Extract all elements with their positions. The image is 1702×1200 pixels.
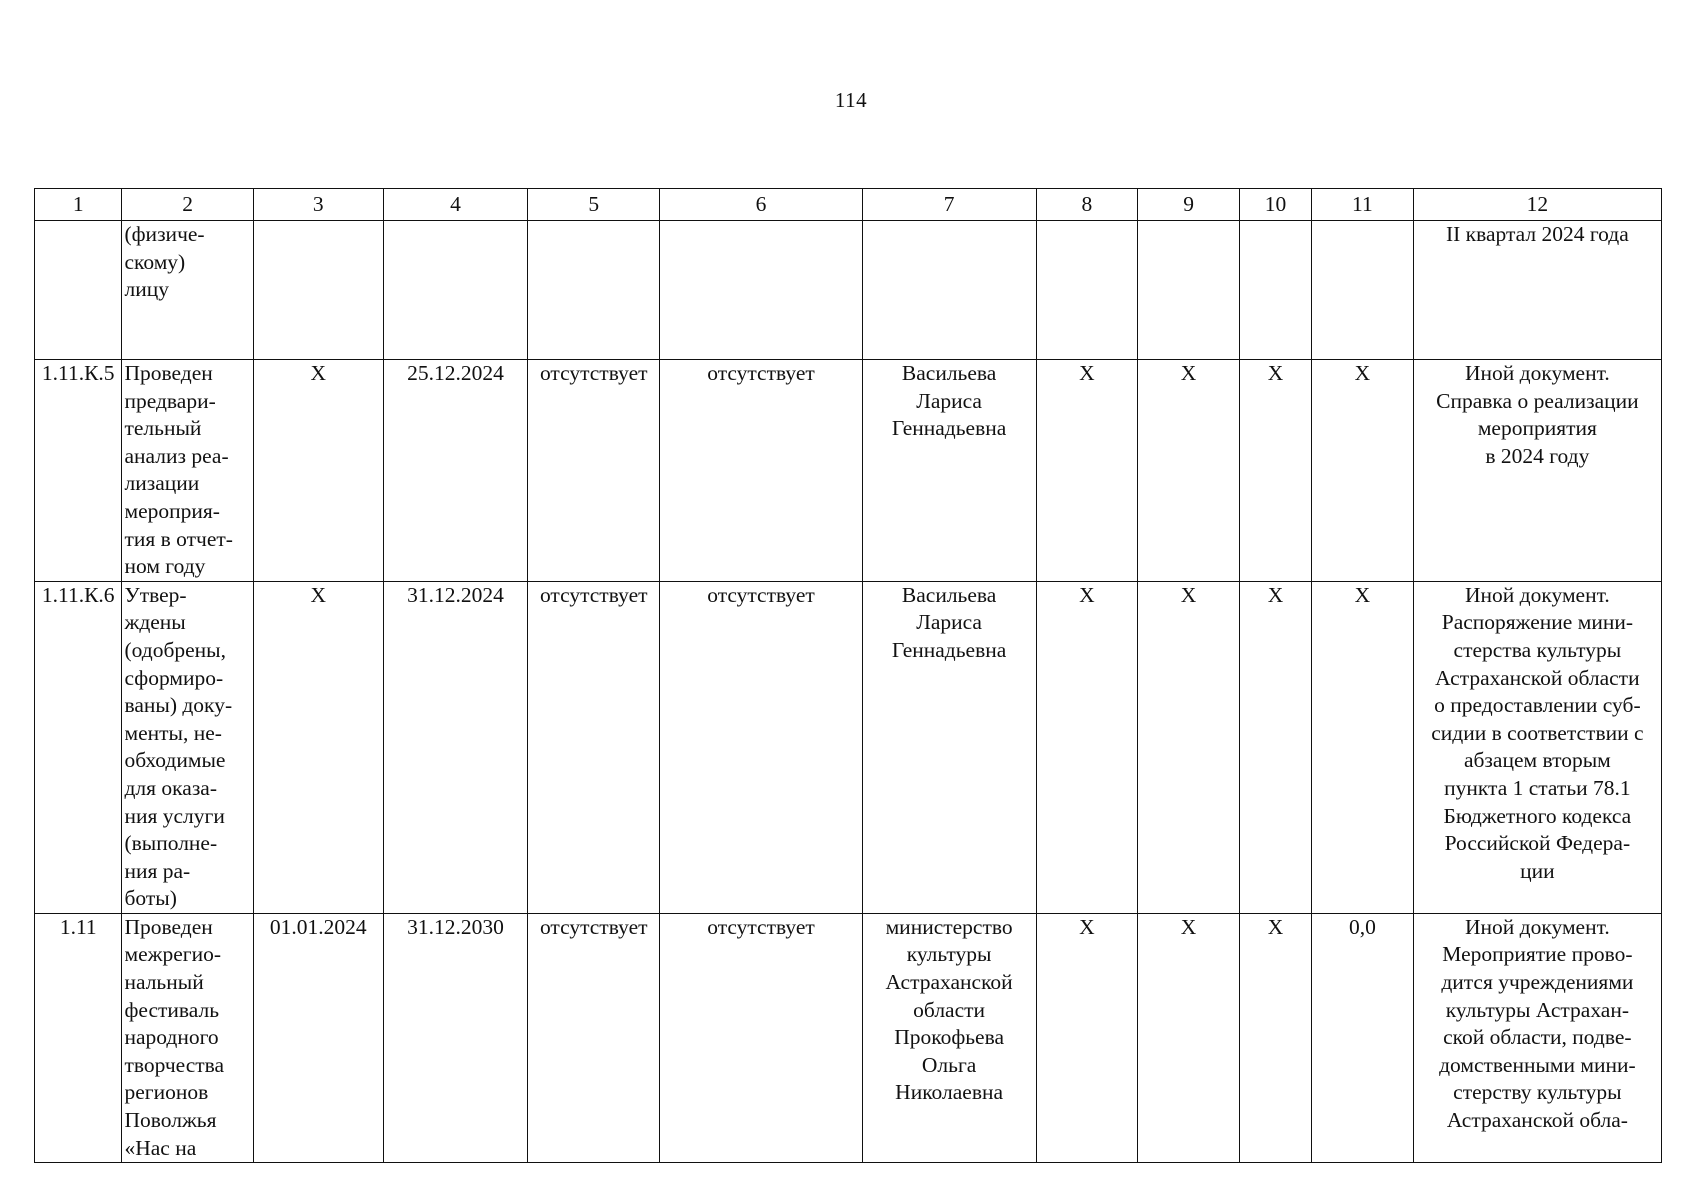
table-cell: отсутствует bbox=[660, 913, 862, 1162]
row-number-cell: 1.11 bbox=[35, 913, 122, 1162]
table-cell: X bbox=[1036, 913, 1138, 1162]
table-cell bbox=[1036, 221, 1138, 360]
table-cell: X bbox=[253, 360, 383, 582]
table-row bbox=[35, 221, 1662, 360]
column-header: 6 bbox=[660, 189, 862, 221]
column-header: 1 bbox=[35, 189, 122, 221]
document-table bbox=[34, 188, 1662, 1163]
table-cell: X bbox=[1239, 360, 1311, 582]
table-cell: X bbox=[1138, 360, 1240, 582]
table-cell: 0,0 bbox=[1312, 913, 1414, 1162]
table-cell: отсутствует bbox=[660, 360, 862, 582]
table-header-row bbox=[35, 189, 1662, 221]
table-row bbox=[35, 581, 1662, 913]
table-cell: X bbox=[1036, 360, 1138, 582]
table-cell bbox=[253, 221, 383, 360]
row-number-cell: 1.11.К.6 bbox=[35, 581, 122, 913]
table-row bbox=[35, 913, 1662, 1162]
table-cell bbox=[1239, 221, 1311, 360]
table-cell: X bbox=[1138, 913, 1240, 1162]
table-cell bbox=[660, 221, 862, 360]
row-number-cell bbox=[35, 221, 122, 360]
table-cell: отсутствует bbox=[528, 581, 660, 913]
table-cell: X bbox=[1312, 360, 1414, 582]
column-header: 12 bbox=[1413, 189, 1661, 221]
table-cell: отсутствует bbox=[528, 913, 660, 1162]
page-number: 114 bbox=[834, 88, 868, 112]
column-header: 5 bbox=[528, 189, 660, 221]
document-cell: II квартал 2024 года bbox=[1413, 221, 1661, 360]
responsible-cell: Васильева Лариса Геннадьевна bbox=[862, 581, 1036, 913]
table-cell: X bbox=[1138, 581, 1240, 913]
table-cell: 31.12.2024 bbox=[383, 581, 527, 913]
table-cell: X bbox=[253, 581, 383, 913]
table-cell: отсутствует bbox=[528, 360, 660, 582]
table-cell: X bbox=[1239, 913, 1311, 1162]
description-cell: Утвер- ждены (одобрены, сформиро- ваны) доку- менты, не- обходимые для оказа- ния услуги (выполне- ния ра- боты) bbox=[122, 581, 253, 913]
document-cell: Иной документ. Справка о реализации мероприятия в 2024 году bbox=[1413, 360, 1661, 582]
description-cell: (физиче- скому) лицу bbox=[122, 221, 253, 360]
description-cell: Проведен межрегио- нальный фестиваль народного творчества регионов Поволжья «Нас на bbox=[122, 913, 253, 1162]
table-cell: X bbox=[1036, 581, 1138, 913]
column-header: 7 bbox=[862, 189, 1036, 221]
table-cell: отсутствует bbox=[660, 581, 862, 913]
column-header: 8 bbox=[1036, 189, 1138, 221]
column-header: 3 bbox=[253, 189, 383, 221]
table-row bbox=[35, 360, 1662, 582]
column-header: 2 bbox=[122, 189, 253, 221]
table-cell bbox=[1312, 221, 1414, 360]
table-cell: 25.12.2024 bbox=[383, 360, 527, 582]
description-cell: Проведен предвари- тельный анализ реа- лизации мероприя- тия в отчет- ном году bbox=[122, 360, 253, 582]
table-cell: 31.12.2030 bbox=[383, 913, 527, 1162]
table-cell bbox=[383, 221, 527, 360]
table-cell: 01.01.2024 bbox=[253, 913, 383, 1162]
column-header: 9 bbox=[1138, 189, 1240, 221]
table-cell: X bbox=[1312, 581, 1414, 913]
table-cell bbox=[862, 221, 1036, 360]
column-header: 11 bbox=[1312, 189, 1414, 221]
responsible-cell: Васильева Лариса Геннадьевна bbox=[862, 360, 1036, 582]
column-header: 4 bbox=[383, 189, 527, 221]
table-cell bbox=[528, 221, 660, 360]
table-cell: X bbox=[1239, 581, 1311, 913]
document-cell: Иной документ. Мероприятие прово- дится учреждениями культуры Астрахан- ской области, подве- домственными мини- стерству культуры Астраханской обла- bbox=[1413, 913, 1661, 1162]
document-cell: Иной документ. Распоряжение мини- стерства культуры Астраханской области о предоставлении суб- сидии в соответствии с абзацем вторым пункта 1 статьи 78.1 Бюджетного кодекса Российской Федера- ции bbox=[1413, 581, 1661, 913]
table-cell bbox=[1138, 221, 1240, 360]
row-number-cell: 1.11.К.5 bbox=[35, 360, 122, 582]
responsible-cell: министерство культуры Астраханской области Прокофьева Ольга Николаевна bbox=[862, 913, 1036, 1162]
column-header: 10 bbox=[1239, 189, 1311, 221]
